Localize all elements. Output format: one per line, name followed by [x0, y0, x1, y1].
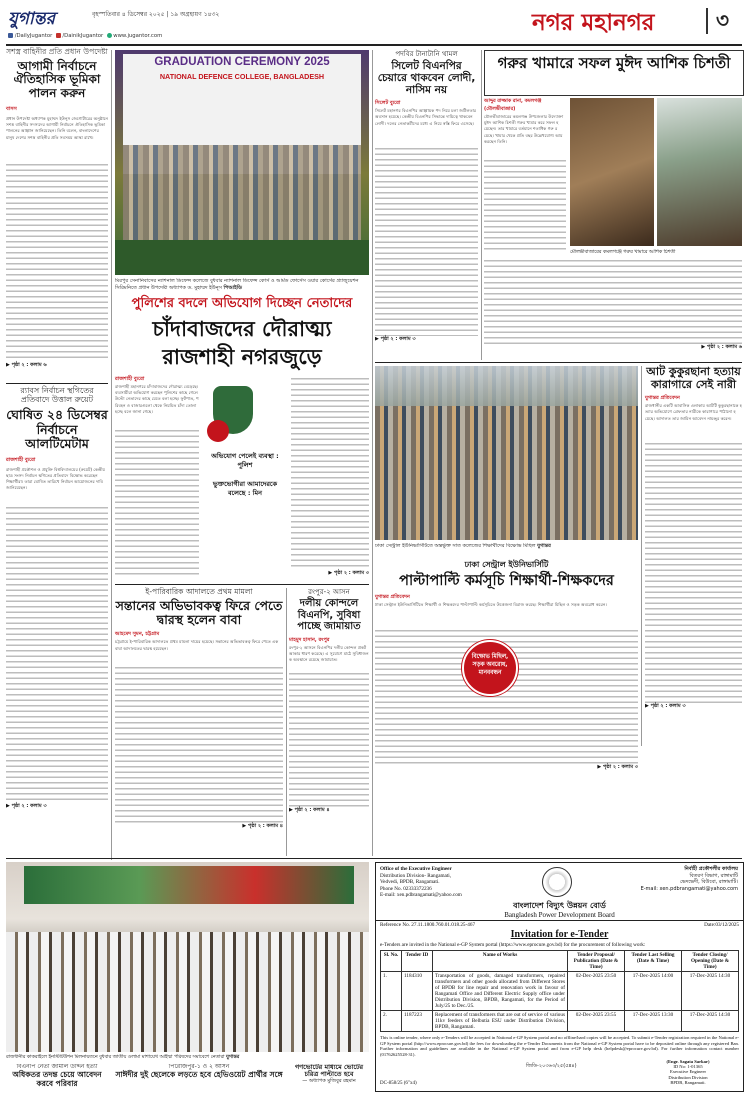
side-body: রাজধানীর একটি আবাসিক এলাকায় আটটি কুকুরছানাকে হত্যার অভিযোগে গ্রেফতার নারীকে কারাগারে পাঠানো হয়েছে। আদালত তার জামিন আবেদন নামঞ্জুর করেন। [645, 403, 742, 421]
rally-photo-sky [375, 366, 638, 406]
mid2-headline[interactable]: দলীয় কোন্দলে বিএনপি, সুবিধা পাচ্ছে জামায়াত [297, 598, 361, 633]
cell-tender-id: 1184310 [402, 972, 433, 1011]
col4-continued[interactable]: ▶ পৃষ্ঠা ২ : কলাম ৬ [701, 344, 742, 350]
lead-photo-caption [115, 278, 369, 294]
col-divider-5 [286, 588, 287, 856]
lead-body: রাজশাহী মহানগরে চাঁদাবাজদের দৌরাত্ম্য বেড়েছে। ব্যবসায়ীরা অভিযোগ করছেন পুলিশের কাছে গেলে উল্টো নেতাদের কাছে যেতে বলা হচ্ছে। ফুটপাত, পরিবহন ও বাজারগুলো থেকে নিয়মিত চাঁদা তোলা হচ্ছে বলে জানা গেছে। [115, 384, 199, 414]
tender-office-l4: Phone No. 02333372236 [380, 885, 432, 892]
ceremony-banner-sub: NATIONAL DEFENCE COLLEGE, BANGLADESH [159, 72, 325, 81]
mid1-kicker[interactable]: ই-পারিবারিক আদালতে প্রথম মামলা [145, 587, 253, 596]
mid2-body: রংপুর-২ আসনে বিএনপির দলীয় কোন্দল প্রকট আকার ধারণ করেছে। এ সুযোগে মাঠে সুবিধাজনক অবস্থানে রয়েছে জামায়াত। [289, 644, 369, 662]
badge-icon [207, 420, 229, 442]
mid3-headline[interactable]: পাল্টাপাল্টি কর্মসূচি শিক্ষার্থী-শিক্ষকদের [399, 573, 614, 590]
col3-continued[interactable]: ▶ পৃষ্ঠা ২ : কলাম ৩ [375, 336, 416, 343]
bottom-caption-text: রাজধানীর কাকরাইলে ইনস্টিটিউশন মিলনায়তনে বুধবার জাতীয় ওলামা মাশায়েখ আইম্মা পরিষদের সমাবেশে নেতারা [6, 1055, 225, 1060]
cell-closing: 17-Dec-2025 14:30 [682, 972, 739, 1011]
tender-gd: জিডি-২০৩৬৩/২৫(৫x৪) [526, 1063, 577, 1069]
lead-caption-credit: পিআইডি [223, 285, 242, 291]
mid-story3 [375, 560, 638, 856]
col4-headline-box [484, 50, 744, 96]
col-divider-1 [111, 50, 112, 860]
social-link-1[interactable]: /DailyJugantor [14, 33, 53, 39]
lead-body-lines [115, 428, 199, 578]
globe-icon [107, 33, 112, 38]
mid2-kicker[interactable]: রংপুর-২ আসন [308, 588, 350, 596]
lead-body-col1 [115, 376, 199, 580]
col4-text [484, 98, 566, 246]
tender-footer: This is online tender, where only e-Tenders will be accepted in National e-GP System portal and no offline/hard copies will be accepted. To submit e-Tender registration required in the National e-GP System portal (http://www.eprocure.gov.bd) the fees for downloading the e-Tender Documents from the National e-GP System portal have to be deposited online through any registered Ban. Further information and guidelines are available in the National e-GP System portal and from e-GP help desk (helpdesk@eprocure.gov.bd). For further information contact number (01762625528-31). [380, 1035, 739, 1057]
th-sl: Sl. No. [381, 951, 402, 972]
col1-kicker[interactable]: সশস্ত্র বাহিনীর প্রতি প্রধান উপদেষ্টা [6, 47, 108, 56]
col-divider-3 [481, 50, 482, 360]
quote-2: ভুক্তভোগীরা আমাদেরকে বলেছে : মিন [212, 480, 278, 497]
lead-graphic [203, 380, 287, 530]
table-row [381, 1011, 739, 1032]
masthead-rule [6, 44, 742, 46]
col1-story2-source: রাজশাহী ব্যুরো [6, 456, 36, 463]
col1-source: বাসস [6, 106, 17, 113]
bottom-story2 [115, 1064, 283, 1092]
lead-photo[interactable] [115, 50, 369, 275]
social-links [8, 33, 162, 39]
lead-kicker[interactable]: পুলিশের বদলে অভিযোগ দিচ্ছেন নেতাদের [131, 296, 353, 311]
col3-headline[interactable]: সিলেট বিএনপির চেয়ারে থাকবেন লোদী, নাসিম নয় [377, 60, 476, 97]
th-tender-id: Tender ID [402, 951, 433, 972]
tender-office-l2: Distribution Division- Rangamati, [380, 872, 452, 879]
col1-story2-kicker[interactable]: র‌্যাবস নির্বাচন স্থগিতের প্রতিবাদে উত্তাল রুয়েট [20, 386, 94, 405]
col4-bottom-lines [484, 258, 742, 344]
col-divider-6 [372, 560, 373, 856]
sign-l3: Distribution Division [668, 1074, 708, 1080]
th-closing: Tender Closing/ Opening (Date & Time) [682, 951, 739, 972]
col4-headline[interactable]: গরুর খামারে সফল মুঈদ আশিক চিশতী [497, 54, 731, 72]
tender-notice [375, 862, 744, 1092]
tender-email-right: E-mail: xen.pdbrangamati@yahoo.com [640, 885, 738, 892]
cell-publication: 02-Dec-2025 23:50 [568, 972, 625, 1011]
tender-dc: DC-858/25 (6"x4) [380, 1081, 417, 1086]
col1-story1 [6, 48, 108, 378]
lead-source: রাজশাহী ব্যুরো [115, 376, 145, 382]
table-row [381, 972, 739, 1011]
col1-story2-body: রাজশাহী প্রকৌশল ও প্রযুক্তি বিশ্ববিদ্যালয়ের (রুয়েট) কেন্দ্রীয় ছাত্র সংসদ নির্বাচন স্থগিতের প্রতিবাদে বিক্ষোভ করেছেন শিক্ষার্থীরা। তারা ঘোষিত তারিখে নির্বাচন আয়োজনের দাবি জানিয়েছেন। [6, 466, 106, 491]
tender-office-l3: Vedvedi, BPDB, Rangamati. [380, 879, 440, 886]
tender-bn-l3: ভেদভেদী, বিউবো, রাঙ্গামাটি। [679, 879, 738, 886]
lead-body-col3 [291, 376, 369, 580]
col4-bottom-text [484, 258, 742, 354]
bottom-caption-credit: যুগান্তর [226, 1055, 240, 1060]
col3-body: সিলেট মহানগর বিএনপির আহ্বায়ক পদ নিয়ে চলা জটিলতার অবসান হয়েছে। কেন্দ্রীয় বিএনপির সিদ্ধান্তে দায়িত্বে থাকবেন লোদী। দলের নেতাকর্মীদের মধ্যে এ নিয়ে স্বস্তি ফিরে এসেছে। [375, 108, 477, 126]
tender-date: Date:03/12/2025 [704, 922, 739, 928]
side-continued[interactable]: ▶ পৃষ্ঠা ২ : কলাম ৩ [645, 703, 686, 710]
cell-selling: 17-Dec-2025 14:00 [625, 972, 682, 1011]
mid3-source: যুগান্তর প্রতিবেদন [375, 594, 410, 601]
side-headline[interactable]: আট কুকুরছানা হত্যায় কারাগারে সেই নারী [646, 365, 741, 391]
tender-table-header [381, 951, 739, 972]
col1-body: প্রধান উপদেষ্টা অধ্যাপক মুহাম্মদ ইউনূস জেগোটারের অনুষ্ঠানে সশস্ত্র বাহিনীর সদস্যদের আগামী নির্বাচনে ঐতিহাসিক ভূমিকা পালনের আহ্বান জানিয়েছেন। তিনি বলেন, বাংলাদেশের মানুষ দেশের সশস্ত্র বাহিনীর প্রতি সবসময় আস্থা রাখে। [6, 116, 108, 140]
col1-story2-continued[interactable]: ▶ পৃষ্ঠা ২ : কলাম ৩ [6, 802, 47, 809]
col1-story2 [6, 386, 108, 856]
masthead [0, 0, 748, 50]
section-divider [706, 8, 708, 34]
col-divider-2 [372, 50, 373, 590]
mid1-continued[interactable]: ▶ পৃষ্ঠা ২ : কলাম ৪ [242, 823, 283, 830]
bottom-photo-banner [24, 866, 354, 904]
lead-body-col3-lines [291, 376, 369, 570]
col3-lines [375, 146, 478, 336]
tender-ref: Reference No. 27.11.1800.760.01.018.25-467 [380, 922, 476, 928]
tender-intro: e-Tenders are invited in the National e-GP System portal (https://www.eprocure.gov.bd) for the procurement of following work: [380, 942, 646, 948]
ceremony-banner: GRADUATION CEREMONY 2025 [154, 56, 330, 68]
mid2-lines [289, 671, 369, 807]
tender-title: Invitation for e-Tender [510, 929, 609, 940]
col1-story2-headline[interactable]: ঘোষিত ২৪ ডিসেম্বর নির্বাচনে আলটিমেটাম [6, 407, 108, 452]
lead-caption-text: মিরপুর সেনানিবাসের ন্যাশনাল ডিফেন্স কলেজে বুধবার ন্যাশনাল ডিফেন্স কোর্স ও আর্মড ফোর্সেস ওয়ার কোর্সের গ্র্যাজুয়েশন সিরিমনিতে প্রধান উপদেষ্টা অধ্যাপক ড. মুহাম্মদ ইউনূস [115, 278, 359, 291]
col4-lines [484, 158, 566, 250]
tender-table [380, 950, 739, 1032]
bottom-story1 [6, 1064, 108, 1092]
rally-caption [375, 543, 638, 557]
col1-continued[interactable]: ▶ পৃষ্ঠা ২ : কলাম ৬ [6, 362, 47, 369]
page-number: ৩ [716, 8, 730, 32]
mid-story2 [289, 588, 369, 856]
side-lines [645, 441, 742, 703]
th-name: Name of Works [433, 951, 568, 972]
bottom-photo-caption [6, 1054, 369, 1062]
lead-photo-people [123, 145, 361, 255]
mid2-continued[interactable]: ▶ পৃষ্ঠা ২ : কলাম ৪ [289, 806, 330, 813]
b3-subhead: — অধ্যাপক মুজিবুর রহমান [302, 1077, 356, 1084]
mid1-headline[interactable]: সন্তানের অভিভাবকত্ব ফিরে পেতে দ্বারস্থ হলেন বাবা [115, 597, 283, 627]
website-link[interactable]: www.jugantor.com [113, 33, 163, 39]
bottom-rule [6, 858, 742, 859]
tender-office-l5: E-mail: xen.pdbrangamati@yahoo.com [380, 892, 462, 899]
lead-photo-floor [115, 240, 369, 275]
col4-bottom-rule [375, 362, 742, 363]
col3-source: সিলেট ব্যুরো [375, 100, 401, 107]
protest-badge-text: বিক্ষোভ মিছিল, সড়ক অবরোধ, মানববন্ধন [471, 654, 509, 676]
col4-source: আব্দুর রাজ্জাক রানা, কমলগঞ্জ (মৌলভীবাজার) [484, 99, 542, 112]
mid3-body: ঢাকা সেন্ট্রাল ইউনিভার্সিটিতে শিক্ষার্থী ও শিক্ষকদের পাল্টাপাল্টি কর্মসূচিতে উত্তেজনা বিরাজ করছে। শিক্ষার্থীরা মিছিল ও সড়ক অবরোধ করেন। [375, 602, 607, 608]
col1-story2-lines [6, 505, 108, 803]
tender-office-en [380, 866, 530, 899]
mid-story1 [115, 588, 283, 856]
lead-bottom-rule [115, 584, 369, 585]
quote-1: অভিযোগ পেলেই ব্যবস্থা : পুলিশ [211, 452, 279, 469]
section-title: নগর মহানগর [532, 10, 655, 36]
tender-office-bn [606, 866, 738, 892]
bpdb-logo-icon [542, 867, 572, 897]
b2-headline[interactable]: সাঈদীর দুই ছেলেকে লড়তে হবে হেভিওয়েট প্রার্থীর সঙ্গে [115, 1069, 283, 1079]
col4-body: মৌলভীবাজারের কমলগঞ্জ উপজেলার উদ্যোক্তা মুঈদ আশিক চিশতী গরুর খামার করে সফল হয়েছেন। তার খামারে বর্তমানে শতাধিক গরু রয়েছে। খামার থেকে প্রতি বছর উল্লেখযোগ্য আয় করছেন তিনি। [484, 114, 564, 144]
cell-name: Transportation of goods, damaged transformers, repaired transformers and other goods allocated from Different Stores of BPDB for line repair and renovation work in favour of Rangamati Office and Different Electric Supply office under Distribution Division, BPDB, Rangamati, for the Period of July/25 to Dec./25. [433, 972, 568, 1011]
mid1-source: আহমেদ সুমন, চট্টগ্রাম [115, 631, 160, 638]
lead-headline[interactable]: চাঁদাবাজদের দৌরাত্ম্য রাজশাহী নগরজুড়ে [152, 317, 332, 369]
col1-divider [6, 383, 108, 384]
cell-publication: 02-Dec-2025 23:55 [568, 1011, 625, 1032]
tender-bn-l1: নির্বাহী প্রকৌশলীর কার্যালয় [684, 866, 738, 872]
col-divider-4 [641, 366, 642, 746]
mid2-source: মাহমুদ হাসান, রংপুর [289, 636, 330, 643]
cell-name: Replacement of transformers that are out of service of various 11kv feeders of Belbutia ESU under Distribution Division, BPDB, Rangamati. [433, 1011, 568, 1032]
tender-office-l1: Office of the Executive Engineer [380, 866, 452, 872]
protest-badge [462, 640, 518, 696]
th-publication: Tender Proposal/ Publication (Date & Time) [568, 951, 625, 972]
bottom-story3 [289, 1064, 369, 1092]
tender-board-bn: বাংলাদেশ বিদ্যুৎ উন্নয়ন বোর্ড [513, 901, 606, 910]
side-story [645, 366, 742, 746]
mid1-body: চট্টগ্রামে ই-পারিবারিক আদালতে প্রথম মামলা দায়ের হয়েছে। সন্তানের অভিভাবকত্ব ফিরে পেতে এক বাবা আদালতের দ্বারস্থ হয়েছেন। [115, 639, 279, 651]
tender-board-en: Bangladesh Power Development Board [504, 911, 615, 919]
col4-photo-1[interactable] [570, 98, 654, 246]
sign-l1: ID No: 1-01365 [673, 1064, 703, 1070]
col4-photo-2[interactable] [657, 98, 742, 246]
col4-caption: মৌলভীবাজারের কমলগঞ্জে গরুর খামারে আশিক চিশতী [570, 250, 676, 255]
social-link-2[interactable]: /DainikJugantor [62, 33, 104, 39]
bottom-photo-people [6, 932, 369, 1052]
sign-l4: BPDB, Rangamati. [670, 1079, 706, 1085]
tender-rule [376, 920, 743, 921]
col1-headline[interactable]: আগামী নির্বাচনে ঐতিহাসিক ভূমিকা পালন করুন [13, 58, 101, 101]
cell-sl: 2. [381, 1011, 402, 1032]
th-selling: Tender Last Selling (Date & Time) [625, 951, 682, 972]
rally-caption-text: ঢাকা সেন্ট্রাল ইউনিভার্সিটিতে অন্তর্ভুক্ত সাত কলেজের শিক্ষার্থীদের বিক্ষোভ মিছিল [375, 543, 536, 549]
sign-l2: Executive Engineer [669, 1069, 707, 1075]
facebook-icon [8, 33, 13, 38]
b1-headline[interactable]: অধিকতর তদন্ত চেয়ে আবেদন করবে পরিবার [12, 1069, 102, 1088]
mid3-continued[interactable]: ▶ পৃষ্ঠা ২ : কলাম ৩ [597, 764, 638, 771]
b1-kicker[interactable]: বিএনপি নেতা জামাল উদ্দিন হত্যা [16, 1064, 98, 1070]
cell-closing: 17-Dec-2025 14:30 [682, 1011, 739, 1032]
tender-bn-l2: বিতরণ বিভাগ, রাঙ্গামাটি [689, 872, 738, 879]
col3-story [375, 50, 478, 360]
sign-name: (Engr. Sagata Sarkar) [666, 1059, 710, 1064]
bottom-photo[interactable] [6, 862, 369, 1052]
col3-kicker[interactable]: পদবির টানাটানি থামল [395, 50, 458, 58]
b2-kicker[interactable]: পিরোজপুর-১ ও ২ আসন [168, 1064, 230, 1070]
rally-caption-credit: যুগান্তর [537, 543, 551, 549]
newspaper-logo[interactable]: যুগান্তর [8, 9, 55, 29]
cell-tender-id: 1187223 [402, 1011, 433, 1032]
cell-selling: 17-Dec-2025 13:30 [625, 1011, 682, 1032]
youtube-icon [56, 33, 61, 38]
lead-continued[interactable]: ▶ পৃষ্ঠা ২ : কলাম ৩ [328, 570, 369, 576]
tender-signature [638, 1059, 738, 1085]
mid3-kicker[interactable]: ঢাকা সেন্ট্রাল ইউনিভার্সিটি [464, 560, 549, 569]
issue-date: বৃহস্পতিবার ৪ ডিসেম্বর ২০২৫ | ১৯ অগ্রহায়ণ ১৪৩২ [92, 11, 220, 18]
side-source: যুগান্তর প্রতিবেদন [645, 395, 680, 402]
col1-body-lines [6, 162, 108, 362]
mid1-lines [115, 665, 283, 823]
b3-headline[interactable]: গণভোটের মাধ্যমে ভোটের চরিত্র পাল্টাতে হবে [294, 1064, 364, 1079]
cell-sl: 1. [381, 972, 402, 1011]
